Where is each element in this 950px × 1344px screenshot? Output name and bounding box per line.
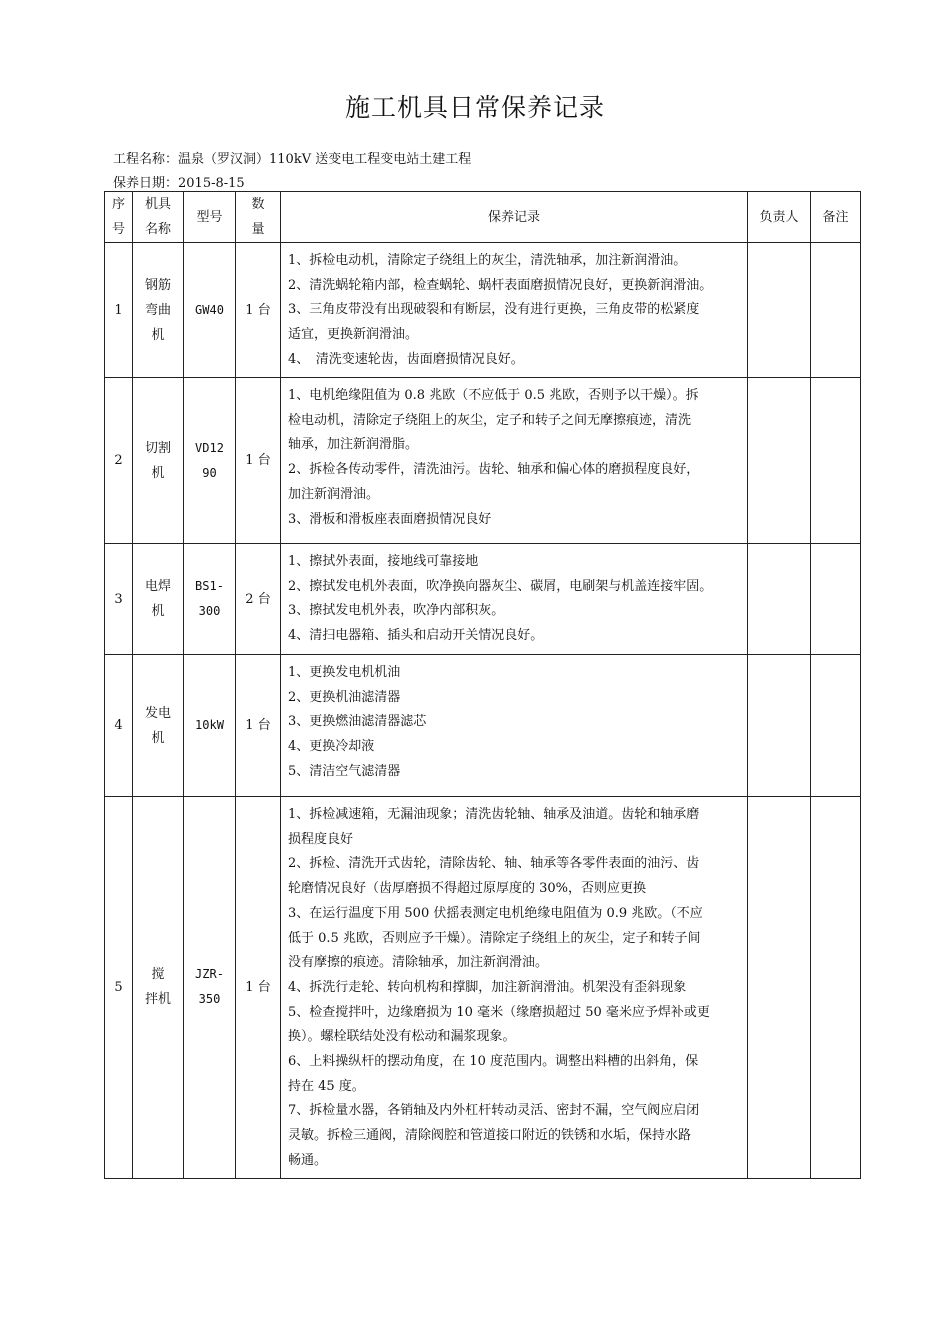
- table-row: [105, 544, 861, 655]
- person-cell: [748, 378, 811, 544]
- name-cell: 搅 拌机: [133, 797, 184, 1179]
- note-cell: [811, 378, 861, 544]
- model-cell: 10kW: [184, 655, 236, 797]
- record-cell: 1、电机绝缘阻值为 0.8 兆欧（不应低于 0.5 兆欧，否则予以干燥）。拆 检电动机，清除定子绕阻上的灰尘，定子和转子之间无摩擦痕迹，清洗 轴承，加注新润滑脂。 2、拆检各传动零件，清洗油污。齿轮、轴承和偏心体的磨损程度良好， 加注新润滑油。 3、滑板和滑板座表面磨损情况良好: [281, 378, 748, 544]
- qty-cell: 1 台: [236, 378, 281, 544]
- note-cell: [811, 243, 861, 378]
- header-name: 机具 名称: [133, 192, 184, 243]
- header-record: 保养记录: [281, 192, 748, 243]
- record-cell: 1、拆检减速箱，无漏油现象；清洗齿轮轴、轴承及油道。齿轮和轴承磨 损程度良好 2、拆检、清洗开式齿轮，清除齿轮、轴、轴承等各零件表面的油污、齿 轮磨情况良好（齿厚磨损不得超过原厚度的 30%，否则应更换 3、在运行温度下用 500 伏摇表测定电机绝缘电阻值为 0.9 兆欧。（不应 低于 0.5 兆欧，否则应予干燥）。清除定子绕组上的灰尘，定子和转子间 没有摩擦的痕迹。清除轴承，加注新润滑油。 4、拆洗行走轮、转向机构和撑脚，加注新润滑油。机架没有歪斜现象 5、检查搅拌叶，边缘磨损为 10 毫米（缘磨损超过 50 毫米应予焊补或更 换）。螺栓联结处没有松动和漏浆现象。 6、上料操纵杆的摆动角度，在 10 度范围内。调整出料槽的出斜角，保 持在 45 度。 7、拆检量水器，各销轴及内外杠杆转动灵活、密封不漏，空气阀应启闭 灵敏。拆检三通阀，清除阀腔和管道接口附近的铁锈和水垢，保持水路 畅通。: [281, 797, 748, 1179]
- page-title: 施工机具日常保养记录: [344, 93, 605, 122]
- person-cell: [748, 655, 811, 797]
- note-cell: [811, 655, 861, 797]
- project-name: 工程名称：温泉（罗汉洞）110kV 送变电工程变电站土建工程: [113, 152, 472, 167]
- seq-cell: 2: [105, 378, 133, 544]
- record-cell: 1、拆检电动机，清除定子绕组上的灰尘，清洗轴承，加注新润滑油。 2、清洗蜗轮箱内部，检查蜗轮、蜗杆表面磨损情况良好，更换新润滑油。 3、三角皮带没有出现破裂和有断层，没有进行更换，三角皮带的松紧度 适宜，更换新润滑油。 4、 清洗变速轮齿，齿面磨损情况良好。: [281, 243, 748, 378]
- qty-cell: 2 台: [236, 544, 281, 655]
- note-cell: [811, 544, 861, 655]
- name-cell: 发电 机: [133, 655, 184, 797]
- name-cell: 钢筋 弯曲 机: [133, 243, 184, 378]
- qty-cell: 1 台: [236, 243, 281, 378]
- header-row: [105, 192, 861, 243]
- seq-cell: 4: [105, 655, 133, 797]
- seq-cell: 1: [105, 243, 133, 378]
- maintenance-table: [104, 191, 861, 1179]
- record-cell: 1、更换发电机机油 2、更换机油滤清器 3、更换燃油滤清器滤芯 4、更换冷却液 5、清洁空气滤清器: [281, 655, 748, 797]
- qty-cell: 1 台: [236, 797, 281, 1179]
- name-cell: 电焊 机: [133, 544, 184, 655]
- header-seq: 序 号: [105, 192, 133, 243]
- maintenance-date: 保养日期：2015-8-15: [113, 176, 245, 191]
- header-model: 型号: [184, 192, 236, 243]
- seq-cell: 5: [105, 797, 133, 1179]
- table-row: [105, 797, 861, 1179]
- table-row: [105, 378, 861, 544]
- person-cell: [748, 544, 811, 655]
- note-cell: [811, 797, 861, 1179]
- model-cell: VD12 90: [184, 378, 236, 544]
- model-cell: BS1- 300: [184, 544, 236, 655]
- name-cell: 切割 机: [133, 378, 184, 544]
- qty-cell: 1 台: [236, 655, 281, 797]
- model-cell: JZR- 350: [184, 797, 236, 1179]
- person-cell: [748, 243, 811, 378]
- header-note: 备注: [811, 192, 861, 243]
- table-row: [105, 655, 861, 797]
- person-cell: [748, 797, 811, 1179]
- header-person: 负责人: [748, 192, 811, 243]
- seq-cell: 3: [105, 544, 133, 655]
- table-row: [105, 243, 861, 378]
- model-cell: GW40: [184, 243, 236, 378]
- header-qty: 数 量: [236, 192, 281, 243]
- record-cell: 1、擦拭外表面，接地线可靠接地 2、擦拭发电机外表面，吹净换向器灰尘、碳屑，电刷架与机盖连接牢固。 3、擦拭发电机外表，吹净内部积灰。 4、清扫电器箱、插头和启动开关情况良好。: [281, 544, 748, 655]
